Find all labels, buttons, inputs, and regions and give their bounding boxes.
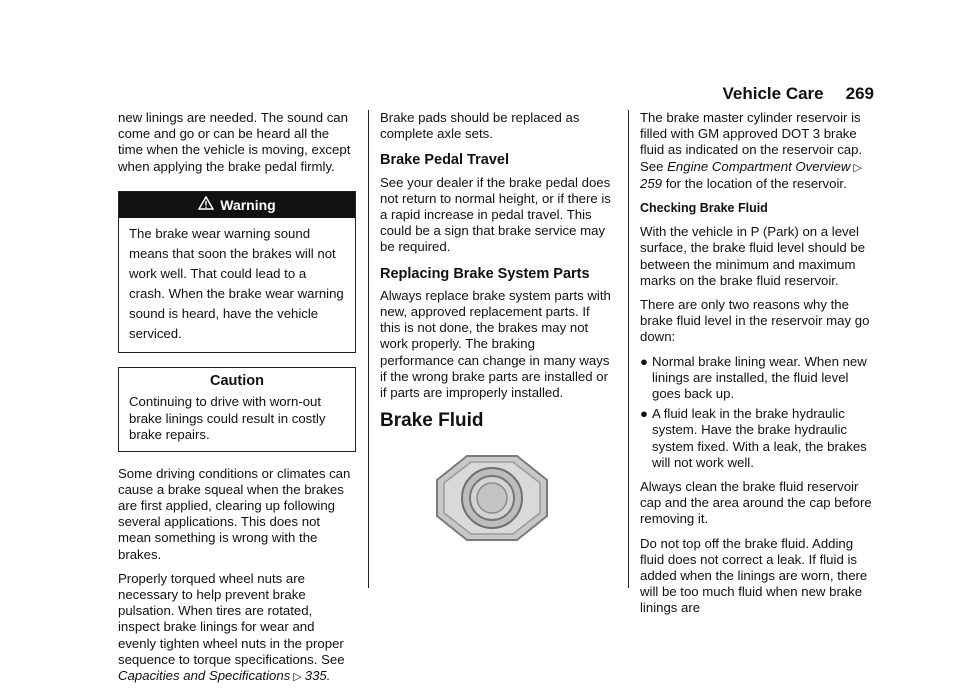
column-2	[380, 110, 612, 543]
caution-box	[118, 367, 356, 452]
bullet-dot-icon: ●	[640, 406, 648, 422]
paragraph: Some driving conditions or climates can cause a brake squeal when the brakes are first applied, clearing up following several applications. This does not mean something is wrong with the brakes.	[118, 465, 351, 562]
warning-triangle-icon	[198, 196, 214, 213]
paragraph: Brake pads should be replaced as complete axle sets.	[380, 110, 580, 142]
bullet-dot-icon: ●	[640, 353, 648, 369]
paragraph: Always clean the brake fluid reservoir cap and the area around the cap before removing it.	[640, 479, 872, 527]
paragraph: With the vehicle in P (Park) on a level surface, the brake fluid level should be between the minimum and maximum marks on the brake fluid reservoir.	[640, 224, 866, 288]
paragraph: Always replace brake system parts with new, approved replacement parts. If this is not done, the brakes may not work properly. The braking performance can change in many ways if the wrong brake parts are installed or if parts are improperly installed.	[380, 287, 611, 401]
list-item	[640, 354, 880, 403]
section-heading: Brake Pedal Travel	[380, 152, 509, 169]
main-heading: Brake Fluid	[380, 410, 484, 432]
warning-body: The brake wear warning sound means that soon the brakes will not work well. That could lead to a crash. When the brake wear warning sound is heard, have the vehicle serviced.	[129, 225, 344, 341]
paragraph-text: for the location of the reservoir.	[665, 175, 847, 191]
page-number: 269	[845, 84, 874, 103]
paragraph: Do not top off the brake fluid. Adding fluid does not correct a leak. If fluid is added when the linings are worn, there will be too much fluid when new brake linings are	[640, 535, 868, 616]
paragraph	[118, 571, 356, 685]
paragraph-text: Properly torqued wheel nuts are necessary to help prevent brake pulsation. When tires are rotated, inspect brake linings for wear and evenly tighten wheel nuts in the proper sequence to torque specifications. See	[118, 570, 345, 667]
page-header	[723, 84, 875, 104]
warning-title: Warning	[220, 196, 276, 213]
paragraph: See your dealer if the brake pedal does not return to normal height, or if there is a rapid increase in pedal travel. This could be a sign that brake service may be required.	[380, 174, 611, 255]
column-3	[640, 110, 880, 625]
page-reference-arrow-icon: ▷	[293, 670, 302, 683]
list-item-text: Normal brake lining wear. When new linings are installed, the fluid level goes back up.	[652, 353, 867, 402]
reference-page[interactable]: 335.	[304, 667, 331, 683]
paragraph-text: The brake master cylinder reservoir is filled with GM approved DOT 3 brake fluid as indicated on the reservoir cap. See	[640, 110, 863, 174]
column-divider	[368, 110, 369, 588]
caution-title: Caution	[210, 372, 264, 389]
cross-reference-link[interactable]: Engine Compartment Overview	[667, 158, 851, 174]
paragraph: new linings are needed. The sound can come and go or can be heard all the time when the vehicle is moving, except when applying the brake pedal firmly.	[118, 110, 351, 174]
column-divider	[628, 110, 629, 588]
section-heading: Replacing Brake System Parts	[380, 265, 590, 282]
section-title: Vehicle Care	[722, 84, 824, 103]
brake-fluid-cap-icon-wrap	[372, 453, 612, 543]
warning-box	[118, 191, 356, 353]
subheading: Checking Brake Fluid	[640, 201, 768, 216]
column-1	[118, 110, 356, 693]
bullet-list	[640, 354, 880, 471]
page-reference-arrow-icon: ▷	[853, 161, 862, 174]
cross-reference-link[interactable]: Capacities and Specifications	[118, 667, 291, 683]
warning-header	[119, 192, 355, 218]
reference-page[interactable]: 259	[640, 175, 663, 191]
brake-fluid-cap-icon	[433, 453, 551, 543]
list-item-text: A fluid leak in the brake hydraulic system. Have the brake hydraulic system fixed. With a leak, the brakes will not work well.	[652, 406, 867, 470]
list-item	[640, 406, 880, 471]
paragraph	[640, 110, 880, 192]
paragraph: There are only two reasons why the brake fluid level in the reservoir may go down:	[640, 297, 870, 345]
caution-body: Continuing to drive with worn-out brake linings could result in costly brake repairs.	[129, 394, 326, 443]
